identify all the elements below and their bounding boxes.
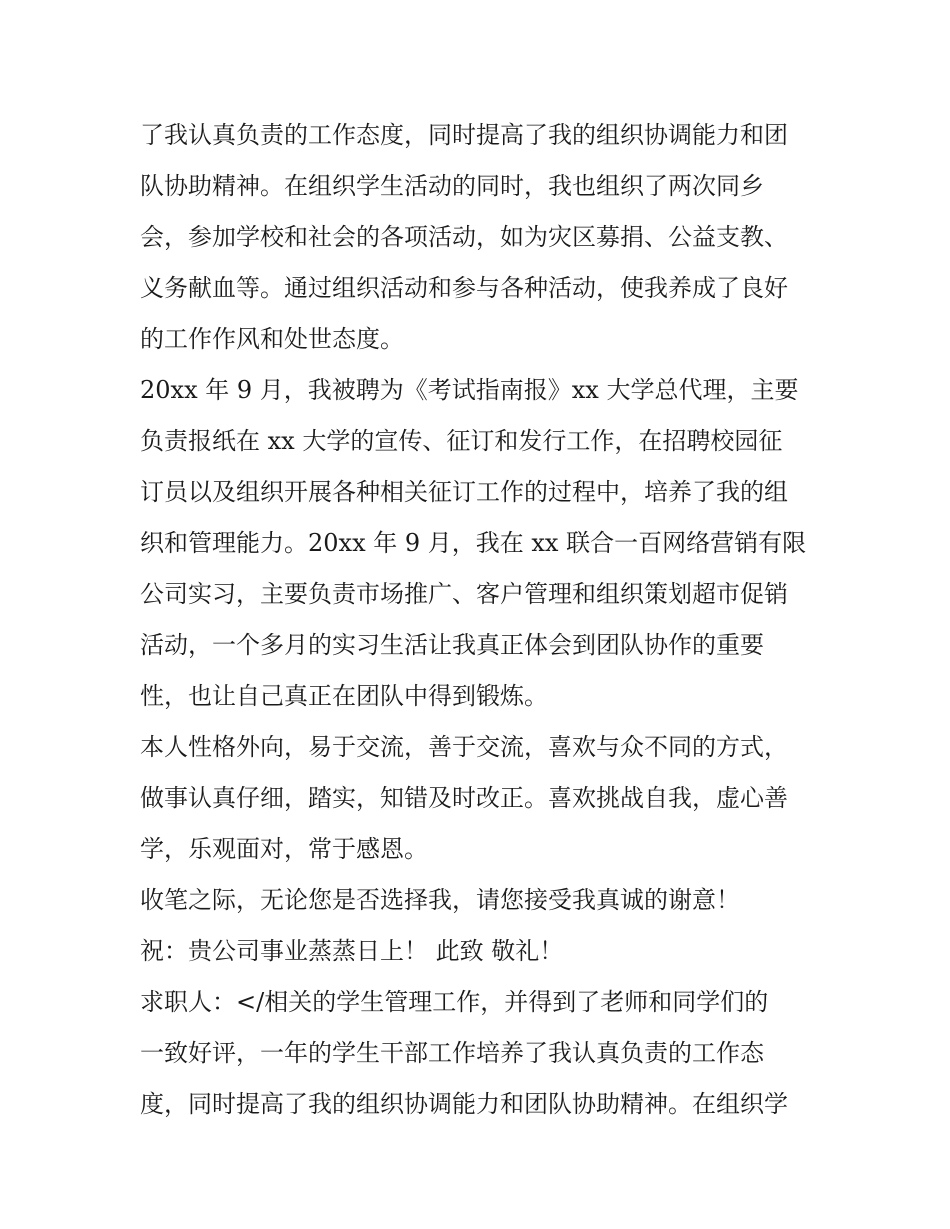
text-line: 学，乐观面对，常于感恩。: [140, 835, 428, 863]
text-line: 收笔之际，无论您是否选择我，请您接受我真诚的谢意！: [140, 886, 740, 914]
text-line: 公司实习，主要负责市场推广、客户管理和组织策划超市促销: [140, 580, 788, 608]
text-line: 织和管理能力。20xx 年 9 月，我在 xx 联合一百网络营销有限: [140, 529, 807, 557]
text-line: 负责报纸在 xx 大学的宣传、征订和发行工作，在招聘校园征: [140, 427, 783, 455]
text-line: 20xx 年 9 月，我被聘为《考试指南报》xx 大学总代理，主要: [140, 376, 799, 404]
text-line: 求职人：</相关的学生管理工作，并得到了老师和同学们的: [140, 988, 769, 1016]
document-body: [140, 110, 820, 1130]
text-line: 性，也让自己真正在团队中得到锻炼。: [140, 682, 548, 710]
text-line: 的工作作风和处世态度。: [140, 325, 404, 353]
text-line: 本人性格外向，易于交流，善于交流，喜欢与众不同的方式，: [140, 733, 788, 761]
text-line: 祝：贵公司事业蒸蒸日上！ 此致 敬礼！: [140, 937, 564, 965]
text-line: 做事认真仔细，踏实，知错及时改正。喜欢挑战自我，虚心善: [140, 784, 788, 812]
text-line: 了我认真负责的工作态度，同时提高了我的组织协调能力和团: [140, 121, 788, 149]
text-line: 活动，一个多月的实习生活让我真正体会到团队协作的重要: [140, 631, 764, 659]
text-line: 义务献血等。通过组织活动和参与各种活动，使我养成了良好: [140, 274, 788, 302]
text-line: 队协助精神。在组织学生活动的同时，我也组织了两次同乡: [140, 172, 764, 200]
text-line: 订员以及组织开展各种相关征订工作的过程中，培养了我的组: [140, 478, 788, 506]
text-line: 一致好评，一年的学生干部工作培养了我认真负责的工作态: [140, 1039, 764, 1067]
text-line: 会，参加学校和社会的各项活动，如为灾区募捐、公益支教、: [140, 223, 788, 251]
text-line: 度，同时提高了我的组织协调能力和团队协助精神。在组织学: [140, 1090, 788, 1118]
